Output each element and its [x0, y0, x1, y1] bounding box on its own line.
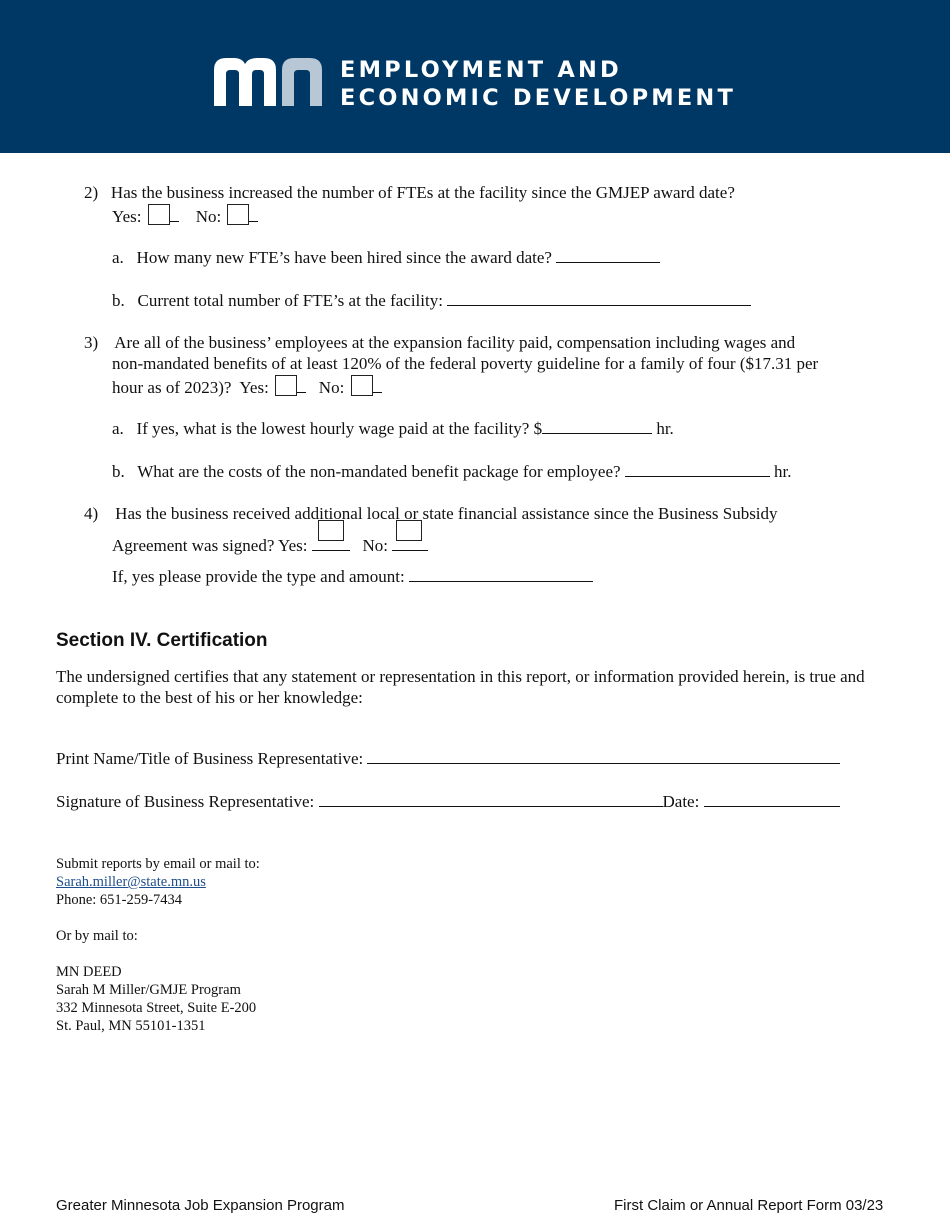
q2b-marker: b.: [112, 291, 125, 310]
q3-no-checkbox[interactable]: [351, 375, 373, 396]
q4-yes-label: Yes:: [278, 536, 308, 555]
signature-row: [56, 791, 840, 812]
certification-statement: The undersigned certifies that any statement or representation in this report, or information provided herein, is true and complete to the best of his or her knowledge:: [56, 667, 865, 707]
q3-line1: [84, 333, 795, 353]
address-line: MN DEED: [56, 964, 122, 980]
print-name-label: Print Name/Title of Business Representative:: [56, 749, 364, 768]
q3b-row: [112, 461, 792, 482]
q3-line3: [112, 375, 382, 398]
mail-intro: Or by mail to:: [56, 928, 138, 944]
org-name-line2: ECONOMIC DEVELOPMENT: [340, 85, 736, 111]
q3b-text: What are the costs of the non-mandated benefit package for employee?: [137, 462, 621, 481]
q3b-field[interactable]: [625, 461, 770, 477]
section-iv-heading: Section IV. Certification: [56, 630, 268, 651]
q3a-suffix: hr.: [656, 419, 674, 438]
q3a-text: If yes, what is the lowest hourly wage paid at the facility? $: [136, 419, 543, 438]
contact-phone: Phone: 651-259-7434: [56, 892, 183, 908]
q3a-row: [112, 418, 674, 439]
q4-text-line2: Agreement was signed?: [112, 536, 275, 555]
q2-yes-label: Yes:: [112, 207, 142, 226]
q2a-row: [112, 247, 660, 268]
q4-yes-checkbox[interactable]: [318, 520, 344, 541]
address-line: St. Paul, MN 55101-1351: [56, 1018, 206, 1034]
date-field[interactable]: [704, 791, 840, 807]
submit-intro: Submit reports by email or mail to:: [56, 856, 260, 872]
q2a-marker: a.: [112, 248, 124, 267]
q4-type-amount-field[interactable]: [409, 566, 593, 582]
q3-text-line2: non-mandated benefits of at least 120% of the federal poverty guideline for a family of four ($17.31 per: [112, 354, 819, 373]
org-name: [340, 56, 736, 112]
q2-yes-checkbox[interactable]: [148, 204, 170, 225]
q3-yes-checkbox[interactable]: [275, 375, 297, 396]
signature-label: Signature of Business Representative:: [56, 792, 315, 811]
q2a-text: How many new FTE’s have been hired since the award date?: [136, 248, 552, 267]
address-line: Sarah M Miller/GMJE Program: [56, 982, 241, 998]
q2b-field[interactable]: [447, 290, 751, 306]
q4-line1: [84, 504, 778, 524]
q4-line2: [112, 534, 428, 556]
q2-question: [84, 183, 735, 203]
footer-program-name: Greater Minnesota Job Expansion Program: [56, 1197, 345, 1214]
signature-field[interactable]: [319, 791, 663, 807]
q3b-suffix: hr.: [774, 462, 792, 481]
q3a-field[interactable]: [542, 418, 652, 434]
q3a-marker: a.: [112, 419, 124, 438]
q2-no-checkbox[interactable]: [227, 204, 249, 225]
q3-yes-label: Yes:: [239, 378, 269, 397]
print-name-row: [56, 748, 840, 769]
q2-text: Has the business increased the number of FTEs at the facility since the GMJEP award date?: [110, 183, 735, 202]
q2a-field[interactable]: [556, 247, 660, 263]
mn-logo: [214, 58, 326, 106]
footer-form-id: First Claim or Annual Report Form 03/23: [614, 1197, 884, 1214]
q2-number: 2): [84, 183, 99, 202]
q3b-marker: b.: [112, 462, 125, 481]
date-label: Date:: [662, 792, 700, 811]
q3-number: 3): [84, 333, 99, 352]
q2-no-label: No:: [195, 207, 222, 226]
q4-number: 4): [84, 504, 99, 523]
q4-no-label: No:: [362, 536, 388, 555]
q2b-text: Current total number of FTE’s at the facility:: [137, 291, 443, 310]
q4-no-checkbox[interactable]: [396, 520, 422, 541]
address-line: 332 Minnesota Street, Suite E-200: [56, 1000, 257, 1016]
q2b-row: [112, 290, 751, 311]
q4-text-line1: Has the business received additional local or state financial assistance since the Business Subsidy: [115, 504, 778, 523]
q4-text-line3: If, yes please provide the type and amount:: [112, 567, 405, 586]
q3-no-label: No:: [318, 378, 345, 397]
q4-line3: [112, 566, 593, 587]
contact-email-link[interactable]: Sarah.miller@state.mn.us: [56, 874, 206, 890]
q4-no-field: [392, 534, 428, 551]
header-banner: [0, 0, 950, 153]
q3-text-line3: hour as of 2023)?: [112, 378, 232, 397]
q3-text-line1: Are all of the business’ employees at the expansion facility paid, compensation including wages and: [114, 333, 796, 352]
org-name-line1: EMPLOYMENT AND: [340, 57, 622, 83]
q4-yes-field: [312, 534, 350, 551]
print-name-field[interactable]: [367, 748, 840, 764]
q2-answers: [112, 204, 258, 227]
